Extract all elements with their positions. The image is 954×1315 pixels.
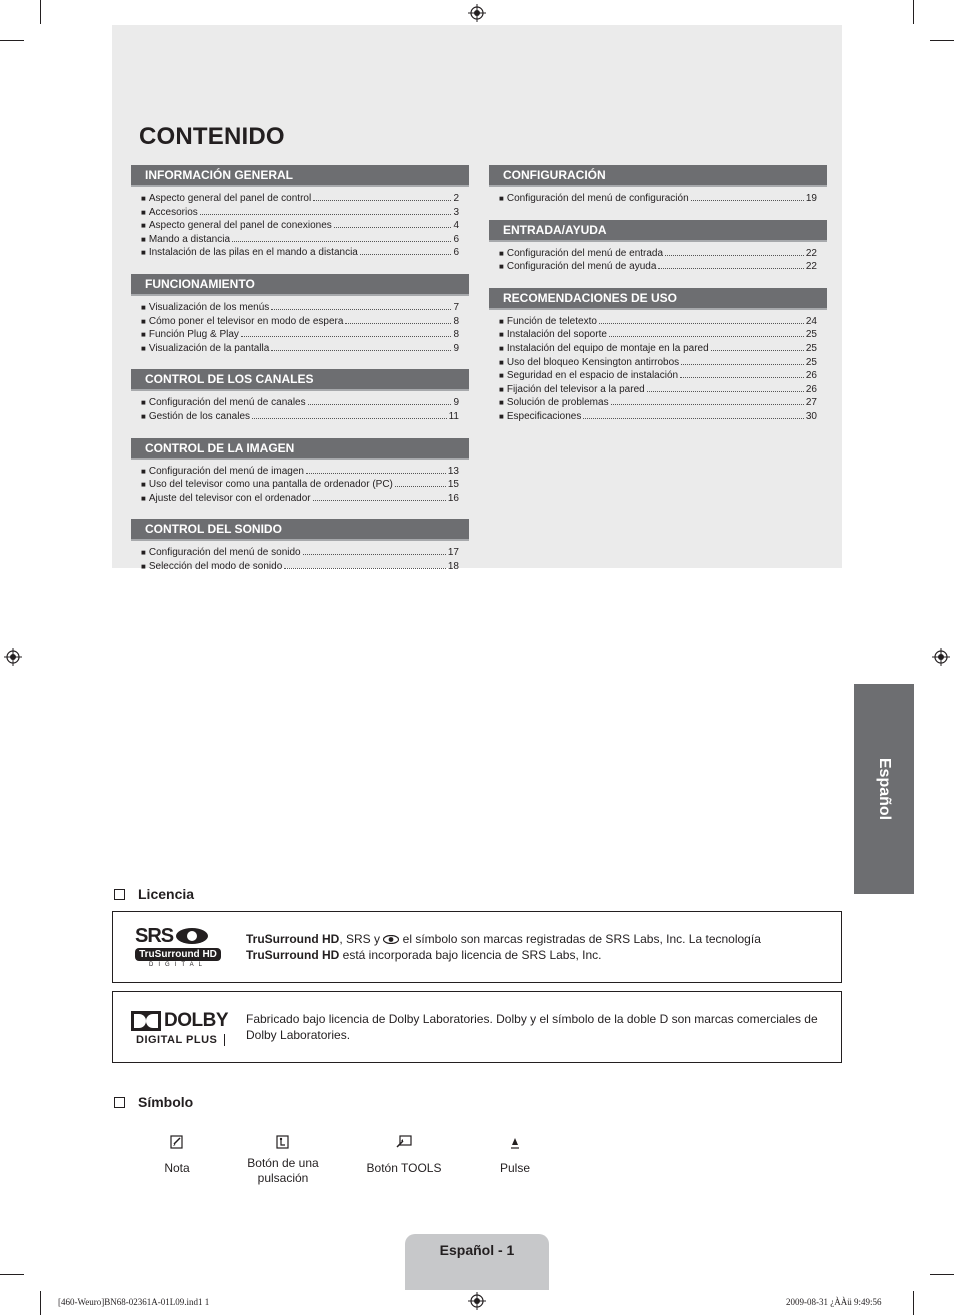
square-bullet-icon: ■ xyxy=(141,234,146,244)
toc-entry-page: 25 xyxy=(805,342,817,354)
checkbox-bullet-icon xyxy=(114,889,125,900)
symbol-one-touch xyxy=(228,1135,338,1186)
toc-left-column xyxy=(131,165,469,588)
toc-entry[interactable] xyxy=(131,301,469,315)
toc-entry-title: Instalación del equipo de montaje en la pared xyxy=(506,342,709,354)
crop-mark xyxy=(40,1291,41,1315)
dot-leader xyxy=(360,254,452,255)
toc-entry[interactable] xyxy=(489,328,827,342)
toc-entry[interactable] xyxy=(489,369,827,383)
square-bullet-icon: ■ xyxy=(141,248,146,258)
toc-entry[interactable] xyxy=(489,383,827,397)
toc-entry[interactable] xyxy=(131,328,469,342)
toc-entry-page: 22 xyxy=(805,247,817,259)
toc-entry[interactable] xyxy=(131,478,469,492)
toc-section xyxy=(489,165,827,206)
symbol-heading: Símbolo xyxy=(112,1094,193,1110)
dot-leader xyxy=(308,404,452,405)
dot-leader xyxy=(313,500,446,501)
toc-entry[interactable] xyxy=(489,315,827,329)
toc-entry-title: Visualización de la pantalla xyxy=(148,342,270,354)
page-number-label: Español - 1 xyxy=(439,1242,515,1258)
toc-entry[interactable] xyxy=(131,342,469,356)
toc-entry[interactable] xyxy=(131,192,469,206)
symbol-label: Nota xyxy=(164,1161,190,1175)
crop-mark xyxy=(0,40,24,41)
srs-license-text: TruSurround HD, SRS y el símbolo son marcas registradas de SRS Labs, Inc. La tecnología TruSurround HD está incorporada bajo licencia de SRS Labs, Inc. xyxy=(246,932,761,962)
dot-leader xyxy=(658,268,803,269)
toc-section-heading: RECOMENDACIONES DE USO xyxy=(489,288,827,308)
toc-entry-title: Configuración del menú de sonido xyxy=(148,547,301,559)
toc-entry-page: 3 xyxy=(453,206,459,218)
square-bullet-icon: ■ xyxy=(141,207,146,217)
square-bullet-icon: ■ xyxy=(499,316,504,326)
toc-section-heading: CONTROL DE LOS CANALES xyxy=(131,369,469,389)
toc-entry[interactable] xyxy=(131,465,469,479)
dot-leader xyxy=(599,323,804,324)
toc-entry-title: Instalación de las pilas en el mando a distancia xyxy=(148,247,358,259)
dot-leader xyxy=(395,486,446,487)
srs-logo-product: TruSurround HD xyxy=(135,948,221,961)
square-bullet-icon: ■ xyxy=(499,343,504,353)
section-divider xyxy=(131,389,469,391)
square-bullet-icon: ■ xyxy=(141,316,146,326)
dot-leader xyxy=(334,227,452,228)
symbol-note xyxy=(122,1135,232,1176)
toc-entry[interactable] xyxy=(489,192,827,206)
language-tab-label: Español xyxy=(876,757,893,821)
toc-entry[interactable] xyxy=(131,233,469,247)
toc-entry[interactable] xyxy=(131,315,469,329)
toc-entry-title: Visualización de los menús xyxy=(148,301,270,313)
footer-timestamp: 2009-08-31 ¿ÀÀü 9:49:56 xyxy=(786,1297,882,1307)
crop-mark xyxy=(913,1291,914,1315)
square-bullet-icon: ■ xyxy=(499,357,504,367)
dot-leader xyxy=(241,336,452,337)
toc-section-heading: ENTRADA/AYUDA xyxy=(489,220,827,240)
toc-entry-title: Instalación del soporte xyxy=(506,329,607,341)
crop-mark xyxy=(930,1274,954,1275)
toc-section-heading: CONFIGURACIÓN xyxy=(489,165,827,185)
footer-file-info: [460-Weuro]BN68-02361A-01L09.ind1 1 xyxy=(58,1297,210,1307)
toc-entry-title: Especificaciones xyxy=(506,410,582,422)
toc-entry[interactable] xyxy=(489,356,827,370)
dot-leader xyxy=(200,214,452,215)
note-icon xyxy=(170,1135,184,1150)
toc-entry-page: 8 xyxy=(453,329,459,341)
toc-entry[interactable] xyxy=(131,206,469,220)
square-bullet-icon: ■ xyxy=(141,480,146,490)
toc-entry[interactable] xyxy=(131,396,469,410)
toc-entry[interactable] xyxy=(131,492,469,506)
srs-license-box xyxy=(112,911,842,983)
square-bullet-icon: ■ xyxy=(499,330,504,340)
toc-entry-title: Configuración del menú de ayuda xyxy=(506,261,657,273)
toc-section xyxy=(489,220,827,274)
toc-entry-title: Función Plug & Play xyxy=(148,329,239,341)
dot-leader xyxy=(611,404,804,405)
srs-logo-sub: DIGITAL xyxy=(149,962,207,968)
dot-leader xyxy=(284,568,446,569)
toc-entry-title: Fijación del televisor a la pared xyxy=(506,383,645,395)
dot-leader xyxy=(303,554,446,555)
toc-entry-title: Configuración del menú de imagen xyxy=(148,465,304,477)
square-bullet-icon: ■ xyxy=(141,398,146,408)
srs-logo xyxy=(135,926,225,970)
toc-entry-title: Ajuste del televisor con el ordenador xyxy=(148,492,311,504)
dot-leader xyxy=(681,364,804,365)
toc-entry[interactable] xyxy=(489,247,827,261)
square-bullet-icon: ■ xyxy=(141,548,146,558)
square-bullet-icon: ■ xyxy=(141,466,146,476)
press-icon xyxy=(510,1135,520,1150)
dolby-double-d-icon xyxy=(131,1011,161,1031)
toc-entry-title: Configuración del menú de entrada xyxy=(506,247,664,259)
square-bullet-icon: ■ xyxy=(499,371,504,381)
page-title: CONTENIDO xyxy=(139,123,285,150)
toc-entry-page: 17 xyxy=(447,547,459,559)
toc-entry-page: 30 xyxy=(805,410,817,422)
symbol-label: Botón TOOLS xyxy=(366,1161,442,1175)
square-bullet-icon: ■ xyxy=(141,343,146,353)
toc-section xyxy=(131,165,469,260)
crop-mark xyxy=(913,0,914,24)
toc-entry[interactable] xyxy=(489,342,827,356)
dot-leader xyxy=(271,309,451,310)
toc-entry-title: Cómo poner el televisor en modo de espera xyxy=(148,315,344,327)
square-bullet-icon: ■ xyxy=(499,398,504,408)
toc-entry-page: 7 xyxy=(453,301,459,313)
dot-leader xyxy=(232,241,451,242)
dot-leader xyxy=(647,391,804,392)
toc-section-heading: CONTROL DEL SONIDO xyxy=(131,519,469,539)
dot-leader xyxy=(583,418,804,419)
dot-leader xyxy=(665,255,804,256)
toc-entry-page: 18 xyxy=(447,560,459,572)
dolby-logo-sub: DIGITAL PLUS xyxy=(131,1034,225,1046)
section-divider xyxy=(131,539,469,541)
toc-entry-title: Seguridad en el espacio de instalación xyxy=(506,370,679,382)
toc-entry-page: 25 xyxy=(805,329,817,341)
toc-entry-page: 8 xyxy=(453,315,459,327)
tools-icon xyxy=(396,1135,412,1149)
section-divider xyxy=(489,240,827,242)
toc-entry-title: Configuración del menú de configuración xyxy=(506,193,689,204)
symbol-press xyxy=(460,1135,570,1176)
toc-section xyxy=(131,438,469,506)
dot-leader xyxy=(252,418,447,419)
checkbox-bullet-icon xyxy=(114,1097,125,1108)
crop-mark xyxy=(0,1274,24,1275)
toc-section xyxy=(131,274,469,355)
dot-leader xyxy=(609,336,804,337)
toc-entry-page: 15 xyxy=(447,479,459,491)
dot-leader xyxy=(306,473,446,474)
section-divider xyxy=(131,185,469,187)
square-bullet-icon: ■ xyxy=(499,248,504,258)
crop-mark xyxy=(930,40,954,41)
dolby-license-text: Fabricado bajo licencia de Dolby Laboratories. Dolby y el símbolo de la doble D son marcas comerciales de Dolby Laboratories. xyxy=(246,1012,818,1042)
toc-entry-page: 2 xyxy=(453,193,459,204)
language-tab xyxy=(854,684,914,894)
toc-entry-page: 6 xyxy=(453,247,459,259)
registration-mark-icon xyxy=(468,1292,486,1310)
toc-entry-page: 25 xyxy=(805,356,817,368)
square-bullet-icon: ■ xyxy=(141,561,146,571)
square-bullet-icon: ■ xyxy=(141,302,146,312)
toc-entry[interactable] xyxy=(131,410,469,424)
toc-entry[interactable] xyxy=(131,246,469,260)
toc-entry-title: Uso del televisor como una pantalla de ordenador (PC) xyxy=(148,479,393,491)
toc-entry-page: 22 xyxy=(805,261,817,273)
square-bullet-icon: ■ xyxy=(141,194,146,203)
one-touch-icon xyxy=(276,1135,290,1150)
symbol-label: Pulse xyxy=(499,1161,531,1175)
srs-logo-brand: SRS xyxy=(135,925,174,947)
dot-leader xyxy=(711,350,804,351)
toc-section-heading: FUNCIONAMIENTO xyxy=(131,274,469,294)
toc-entry[interactable] xyxy=(489,396,827,410)
toc-entry-page: 9 xyxy=(453,342,459,354)
square-bullet-icon: ■ xyxy=(141,493,146,503)
dolby-logo-brand: DOLBY xyxy=(164,1010,228,1031)
dot-leader xyxy=(680,377,804,378)
toc-right-column xyxy=(489,165,827,438)
toc-entry[interactable] xyxy=(131,219,469,233)
toc-entry-title: Uso del bloqueo Kensington antirrobos xyxy=(506,356,680,368)
section-divider xyxy=(131,294,469,296)
section-divider xyxy=(131,458,469,460)
page-number-tab xyxy=(405,1234,549,1290)
toc-entry[interactable] xyxy=(131,560,469,574)
dolby-license-box xyxy=(112,991,842,1063)
square-bullet-icon: ■ xyxy=(499,262,504,272)
toc-entry-page: 19 xyxy=(805,193,817,204)
toc-entry-page: 27 xyxy=(805,397,817,409)
toc-entry-title: Configuración del menú de canales xyxy=(148,397,306,409)
toc-section xyxy=(131,519,469,573)
square-bullet-icon: ■ xyxy=(141,411,146,421)
section-divider xyxy=(489,185,827,187)
toc-entry-page: 26 xyxy=(805,383,817,395)
toc-entry-page: 11 xyxy=(448,410,459,422)
toc-entry-page: 26 xyxy=(805,370,817,382)
crop-mark xyxy=(40,0,41,24)
toc-entry-title: Aspecto general del panel de control xyxy=(148,193,312,204)
toc-entry-title: Accesorios xyxy=(148,206,198,218)
dot-leader xyxy=(271,350,451,351)
square-bullet-icon: ■ xyxy=(141,330,146,340)
toc-entry-page: 16 xyxy=(447,492,459,504)
toc-section xyxy=(489,288,827,424)
square-bullet-icon: ■ xyxy=(499,411,504,421)
section-divider xyxy=(489,308,827,310)
toc-entry-title: Mando a distancia xyxy=(148,233,231,245)
toc-entry-title: Solución de problemas xyxy=(506,397,609,409)
dot-leader xyxy=(345,323,451,324)
toc-entry[interactable] xyxy=(489,410,827,424)
square-bullet-icon: ■ xyxy=(499,384,504,394)
toc-entry-title: Gestión de los canales xyxy=(148,410,251,422)
toc-entry-page: 13 xyxy=(447,465,459,477)
symbol-label: Botón de una pulsación xyxy=(247,1156,319,1185)
symbol-tools xyxy=(349,1135,459,1176)
toc-entry-page: 6 xyxy=(453,233,459,245)
toc-section-heading: INFORMACIÓN GENERAL xyxy=(131,165,469,185)
toc-section xyxy=(131,369,469,423)
square-bullet-icon: ■ xyxy=(141,221,146,231)
toc-section-heading: CONTROL DE LA IMAGEN xyxy=(131,438,469,458)
toc-entry-page: 24 xyxy=(805,315,817,327)
toc-entry-title: Aspecto general del panel de conexiones xyxy=(148,220,332,232)
square-bullet-icon: ■ xyxy=(499,194,504,203)
dot-leader xyxy=(313,200,451,201)
registration-mark-icon xyxy=(4,648,22,666)
toc-entry-page: 4 xyxy=(453,220,459,232)
registration-mark-icon xyxy=(932,648,950,666)
toc-entry[interactable] xyxy=(489,260,827,274)
toc-entry-page: 9 xyxy=(453,397,459,409)
license-heading: Licencia xyxy=(112,886,194,902)
dolby-logo xyxy=(131,1010,231,1046)
toc-entry[interactable] xyxy=(131,546,469,560)
toc-entry-title: Función de teletexto xyxy=(506,315,597,327)
srs-inline-symbol-icon xyxy=(383,935,399,944)
toc-entry-title: Selección del modo de sonido xyxy=(148,560,283,572)
dot-leader xyxy=(691,200,804,201)
srs-symbol-icon xyxy=(175,927,209,945)
registration-mark-icon xyxy=(468,4,486,22)
